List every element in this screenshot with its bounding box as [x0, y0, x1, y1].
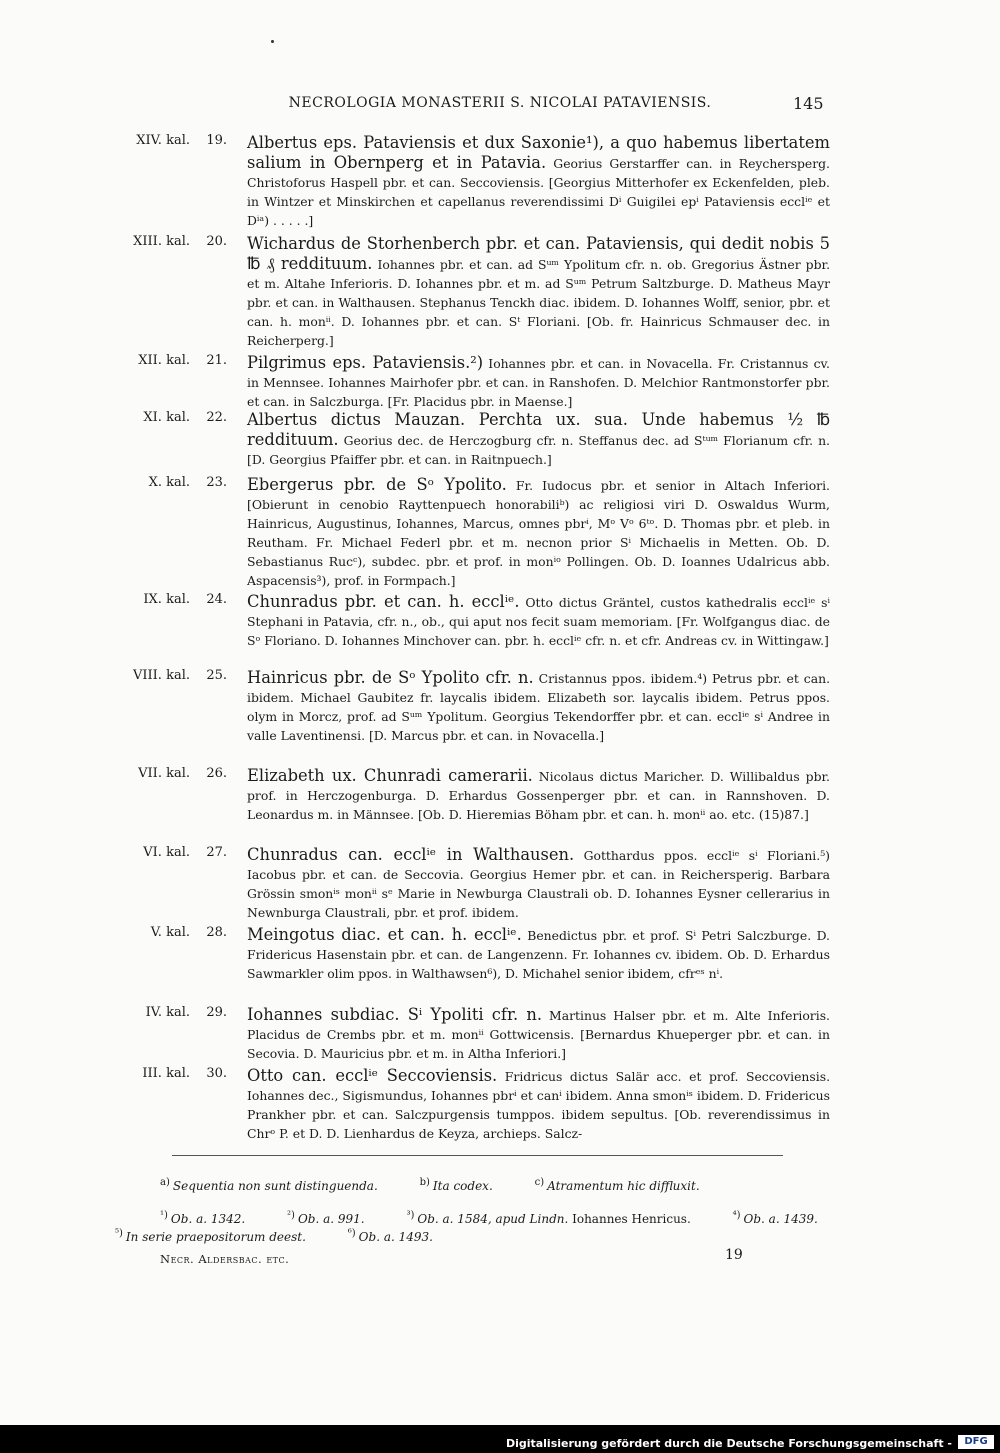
entry-additions: Georius Gerstarffer can. in Reychersperg. Christoforus Haspell pbr. et can. Seccoviensis. [Georgius Mitterhofer ex Eckenfelden, pleb. in Wintzer et Minskirchen et capellanus reverendissimi Dⁱ Guigilei epⁱ Pataviensis ecclⁱᵉ et Dⁱᵃ) . . . . .] — [247, 156, 830, 229]
footnote-2: $^{^2)}$ Ob. a. 991. — [287, 1210, 365, 1226]
entry-date: XIII. kal. — [133, 234, 190, 249]
entry-text — [247, 133, 830, 230]
entry-additions: Iohannes pbr. et can. in Novacella. Fr. Cristannus cv. in Mennsee. Iohannes Mairhofer pbr. et can. in Ranshofen. D. Melchior Rantmonstorfer pbr. et can. in Salczburga. [Fr. Placidus pbr. in Maense.] — [247, 356, 830, 410]
entry-additions: Benedictus pbr. et prof. Sⁱ Petri Salczburge. D. Fridericus Hasenstain pbr. et can. de Langenzenn. Fr. Iohannes cv. ibidem. Ob. D. Erhardus Sawmarkler olim ppos. in Walthawsen⁶), D. Michahel senior ibidem, cfrᵉˢ nⁱ. — [247, 928, 830, 982]
entry-date: VI. kal. — [143, 845, 190, 860]
entry-date: XII. kal. — [138, 353, 190, 368]
entry-date: IX. kal. — [143, 592, 190, 607]
entry-day: 21. — [206, 353, 227, 368]
entry-text — [247, 845, 830, 922]
entry-main-name: Ebergerus pbr. de Sᵒ Ypolito. — [247, 475, 507, 494]
entry-main-name: Chunradus pbr. et can. h. ecclⁱᵉ. — [247, 592, 520, 611]
funding-note: Digitalisierung gefördert durch die Deutsche Forschungsgemeinschaft - — [505, 1437, 952, 1450]
footnotes-letters — [160, 1177, 738, 1193]
entry-additions: Fridricus dictus Salär acc. et prof. Seccoviensis. Iohannes dec., Sigismundus, Iohannes pbrⁱ et canⁱ ibidem. Anna smonⁱˢ ibidem. D. Fridericus Prankher pbr. et can. Salczpurgensis tumppos. ibidem sepultus. [Ob. reverendissimus in Chrᵒ P. et D. D. Lienhardus de Keyza, archieps. Salcz- — [247, 1069, 831, 1142]
footnotes-numbers-row1 — [160, 1210, 818, 1226]
entry-additions: Cristannus ppos. ibidem.⁴) Petrus pbr. et can. ibidem. Michael Gaubitez fr. laycalis ibidem. Elizabeth sor. laycalis ibidem. Petrus ppos. olym in Morcz, prof. ad Sᵘᵐ Ypolitum. Georgius Tekendorffer pbr. et can. ecclⁱᵉ sⁱ Andree in valle Laventinensi. [D. Marcus pbr. et can. in Novacella.] — [247, 671, 831, 744]
entry-day: 25. — [206, 668, 227, 683]
entry-date: XI. kal. — [143, 410, 190, 425]
entry-date: XIV. kal. — [136, 133, 190, 148]
entry-text — [247, 1066, 830, 1143]
entry-text — [247, 475, 830, 591]
entry-date: VIII. kal. — [133, 668, 190, 683]
footnote-4: $^{^4)}$ Ob. a. 1439. — [732, 1210, 818, 1226]
entry-date: X. kal. — [148, 475, 190, 490]
running-title: NECROLOGIA MONASTERII S. NICOLAI PATAVIENSIS. — [288, 95, 712, 111]
entry-main-name: Albertus eps. Pataviensis et dux Saxonie¹), a quo habemus libertatem salium in Obernperg et in Patavia. — [247, 133, 830, 173]
entry-main-name: Otto can. ecclⁱᵉ Seccoviensis. — [247, 1066, 498, 1085]
entry-additions: Fr. Iudocus pbr. et senior in Altach Inferiori. [Obierunt in cenobio Rayttenpuech honorabiliᵇ) ac religiosi viri D. Oswaldus Wurm, Hainricus, Augustinus, Iohannes, Marcus, omnes pbrⁱ, Mᵒ Vᵒ 6ᵗᵒ. D. Thomas pbr. et pleb. in Reutham. Fr. Michael Federl pbr. et m. necnon prior Sⁱ Michaelis in Metten. Ob. D. Sebastianus Rucᶜ), subdec. pbr. et prof. in monⁱᵒ Pollingen. Ob. D. Ioannes Udalricus abb. Aspacensis³), prof. in Formpach.] — [247, 478, 830, 589]
entry-text — [247, 353, 830, 411]
entry-additions: Otto dictus Gräntel, custos kathedralis ecclⁱᵉ sⁱ Stephani in Patavia, cfr. n., ob., qui aput nos fecit suam memoriam. [Fr. Wolfgangus diac. de Sᵒ Floriano. D. Iohannes Minchover can. pbr. h. ecclⁱᵉ cfr. n. et cfr. Andreas cv. in Wittingaw.] — [247, 595, 830, 649]
entry-day: 24. — [206, 592, 227, 607]
entry-day: 29. — [206, 1005, 227, 1020]
entry-text — [247, 1005, 830, 1063]
entry-day: 19. — [206, 133, 227, 148]
entry-main-name: Chunradus can. ecclⁱᵉ in Walthausen. — [247, 845, 575, 864]
entry-day: 26. — [206, 766, 227, 781]
entry-day: 20. — [206, 234, 227, 249]
entry-text — [247, 766, 830, 824]
page-number: 145 — [793, 94, 824, 113]
signature-mark: Necr. Aldersbac. etc. — [160, 1252, 290, 1266]
entry-main-name: Meingotus diac. et can. h. ecclⁱᵉ. — [247, 925, 522, 944]
footnote-5: $^{^5)}$ In serie praepositorum deest. — [115, 1228, 306, 1244]
entry-additions: Gotthardus ppos. ecclⁱᵉ sⁱ Floriani.⁵) Iacobus pbr. et can. de Seccovia. Georgius Hemer pbr. et can. in Reichersperig. Barbara Grössin smonⁱˢ monⁱⁱ sᵉ Marie in Newburga Claustrali ob. D. Iohannes Eysner cellerarius in Newnburga Claustrali, pbr. et prof. ibidem. — [247, 848, 831, 921]
entry-additions: Iohannes pbr. et can. ad Sᵘᵐ Ypolitum cfr. n. ob. Gregorius Ästner pbr. et m. Altahe Inferioris. D. Iohannes pbr. et m. ad Sᵘᵐ Petrum Saltzburge. D. Matheus Mayr pbr. et can. in Walthausen. Stephanus Tenckh diac. ibidem. D. Iohannes Wolff, senior, pbr. et can. h. monⁱⁱ. D. Iohannes pbr. et can. Sᵗ Floriani. [Ob. fr. Hainricus Schmauser dec. in Reicherperg.] — [247, 257, 831, 349]
entry-main-name: Hainricus pbr. de Sᵒ Ypolito cfr. n. — [247, 668, 534, 687]
entry-additions: Georius dec. de Herczogburg cfr. n. Steffanus dec. ad Sᵗᵘᵐ Florianum cfr. n. [D. Georgius Pfaiffer pbr. et can. in Raitnpuech.] — [247, 433, 830, 468]
footnote-1: $^{^1)}$ Ob. a. 1342. — [160, 1210, 246, 1226]
speck — [271, 40, 274, 43]
footnote-3: $^{^3)}$ Ob. a. 1584, apud Lindn. Iohannes Henricus. — [406, 1210, 691, 1226]
entry-text — [247, 592, 830, 650]
entry-main-name: Pilgrimus eps. Pataviensis.²) — [247, 353, 484, 372]
entry-text — [247, 925, 830, 983]
entry-date: III. kal. — [142, 1066, 190, 1081]
footnote-a: $^{a)}$ Sequentia non sunt distinguenda. — [160, 1177, 378, 1193]
entry-day: 27. — [206, 845, 227, 860]
entry-day: 23. — [206, 475, 227, 490]
footnote-rule — [172, 1155, 783, 1156]
entry-additions: Martinus Halser pbr. et m. Alte Inferioris. Placidus de Crembs pbr. et m. monⁱⁱ Gottwicensis. [Bernardus Khueperger pbr. et can. in Secovia. D. Mauricius pbr. et m. in Altha Inferiori.] — [247, 1008, 830, 1062]
footnotes-numbers-row2 — [115, 1228, 471, 1244]
entry-date: IV. kal. — [145, 1005, 190, 1020]
entry-main-name: Iohannes subdiac. Sⁱ Ypoliti cfr. n. — [247, 1005, 543, 1024]
entry-main-name: Elizabeth ux. Chunradi camerarii. — [247, 766, 533, 785]
footnote-b: $^{b)}$ Ita codex. — [419, 1177, 493, 1193]
entry-day: 22. — [206, 410, 227, 425]
entry-text — [247, 410, 830, 469]
entry-main-name: Wichardus de Storhenberch pbr. et can. Pataviensis, qui dedit nobis 5 ℔ ₰ reddituum. — [247, 234, 830, 274]
entry-date: V. kal. — [150, 925, 190, 940]
entry-additions: Nicolaus dictus Maricher. D. Willibaldus pbr. prof. in Herczogenburga. D. Erhardus Gossenperger pbr. et can. in Rannshoven. D. Leonardus m. in Männsee. [Ob. D. Hieremias Böham pbr. et can. h. monⁱⁱ ao. etc. (15)87.] — [247, 769, 830, 823]
entry-day: 28. — [206, 925, 227, 940]
signature-number: 19 — [725, 1247, 743, 1263]
footnote-6: $^{^6)}$ Ob. a. 1493. — [347, 1228, 433, 1244]
entry-main-name: Albertus dictus Mauzan. Perchta ux. sua. Unde habemus ½ ℔ reddituum. — [247, 410, 830, 450]
entry-date: VII. kal. — [138, 766, 190, 781]
dfg-logo: DFG — [958, 1435, 994, 1449]
entry-text — [247, 668, 830, 745]
entry-text — [247, 234, 830, 351]
footnote-c: $^{c)}$ Atramentum hic diffluxit. — [534, 1177, 700, 1193]
entry-day: 30. — [206, 1066, 227, 1081]
